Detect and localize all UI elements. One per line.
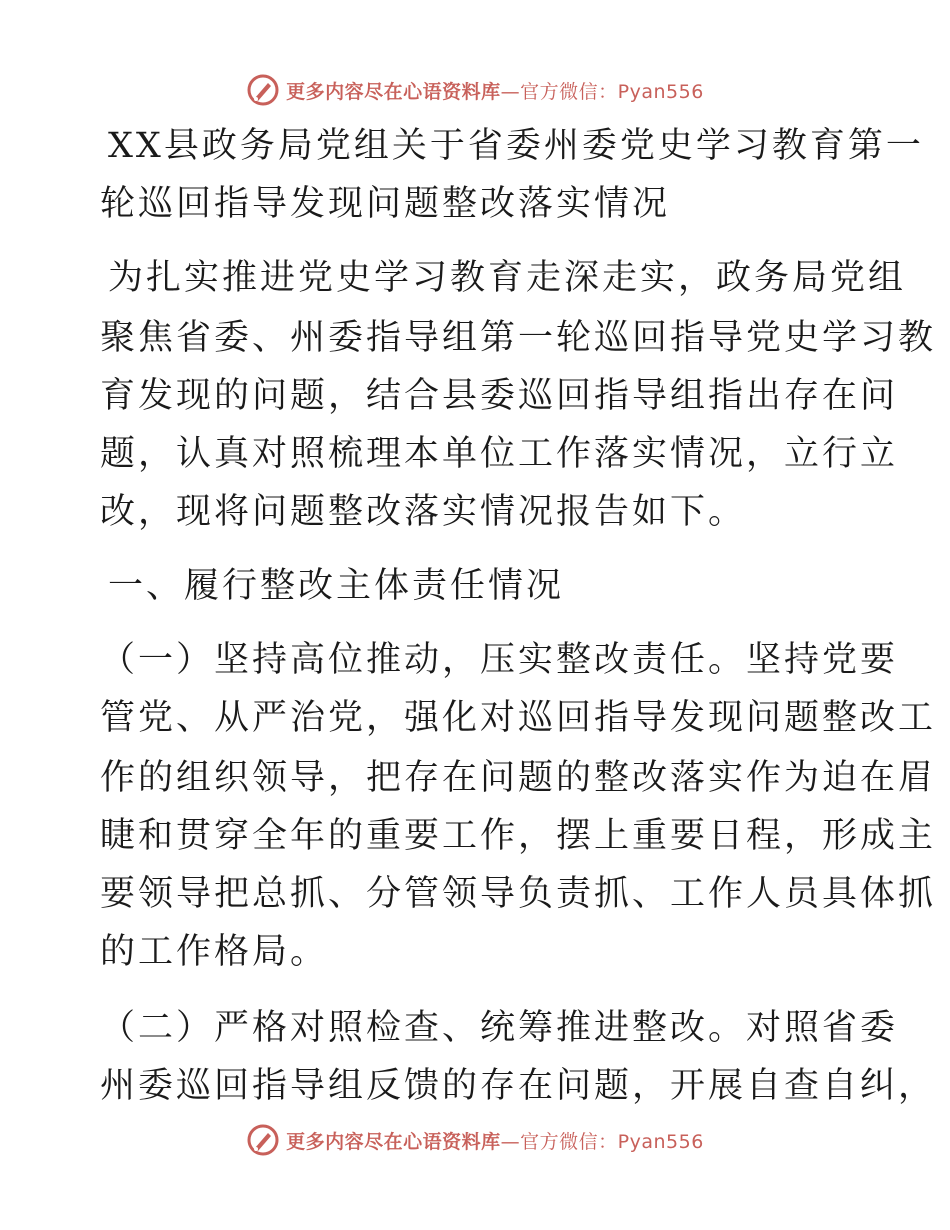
watermark-text: 更多内容尽在心语资料库—官方微信：Pyan556	[286, 1130, 704, 1153]
document-title-line-1: XX县政务局党组关于省委州委党史学习教育第一	[108, 126, 924, 166]
pen-logo-icon	[246, 73, 280, 107]
para-2-line-2: 州委巡回指导组反馈的存在问题，开展自查自纠，	[100, 1066, 937, 1106]
intro-line-1: 为扎实推进党史学习教育走深走实，政务局党组	[108, 258, 907, 298]
intro-line-4: 题，认真对照梳理本单位工作落实情况，立行立	[100, 434, 899, 474]
para-1-line-3: 作的组织领导，把存在问题的整改落实作为迫在眉	[100, 758, 937, 798]
document-title-line-2: 轮巡回指导发现问题整改落实情况	[100, 184, 671, 224]
intro-line-2: 聚焦省委、州委指导组第一轮巡回指导党史学习教	[100, 318, 937, 358]
para-1-line-5: 要领导把总抓、分管领导负责抓、工作人员具体抓	[100, 874, 937, 914]
para-1-line-6: 的工作格局。	[100, 932, 329, 972]
para-1-line-2: 管党、从严治党，强化对巡回指导发现问题整改工	[100, 698, 937, 738]
intro-line-3: 育发现的问题，结合县委巡回指导组指出存在问	[100, 376, 899, 416]
pen-logo-icon	[246, 1123, 280, 1157]
intro-line-5: 改，现将问题整改落实情况报告如下。	[100, 492, 747, 532]
section-heading-1: 一、履行整改主体责任情况	[108, 566, 565, 606]
para-1-line-4: 睫和贯穿全年的重要工作，摆上重要日程，形成主	[100, 816, 937, 856]
watermark-header	[0, 70, 950, 110]
watermark-text: 更多内容尽在心语资料库—官方微信：Pyan556	[286, 80, 704, 103]
para-2-line-1: （二）严格对照检查、统筹推进整改。对照省委	[100, 1008, 899, 1048]
watermark-footer	[0, 1120, 950, 1160]
para-1-line-1: （一）坚持高位推动，压实整改责任。坚持党要	[100, 640, 899, 680]
